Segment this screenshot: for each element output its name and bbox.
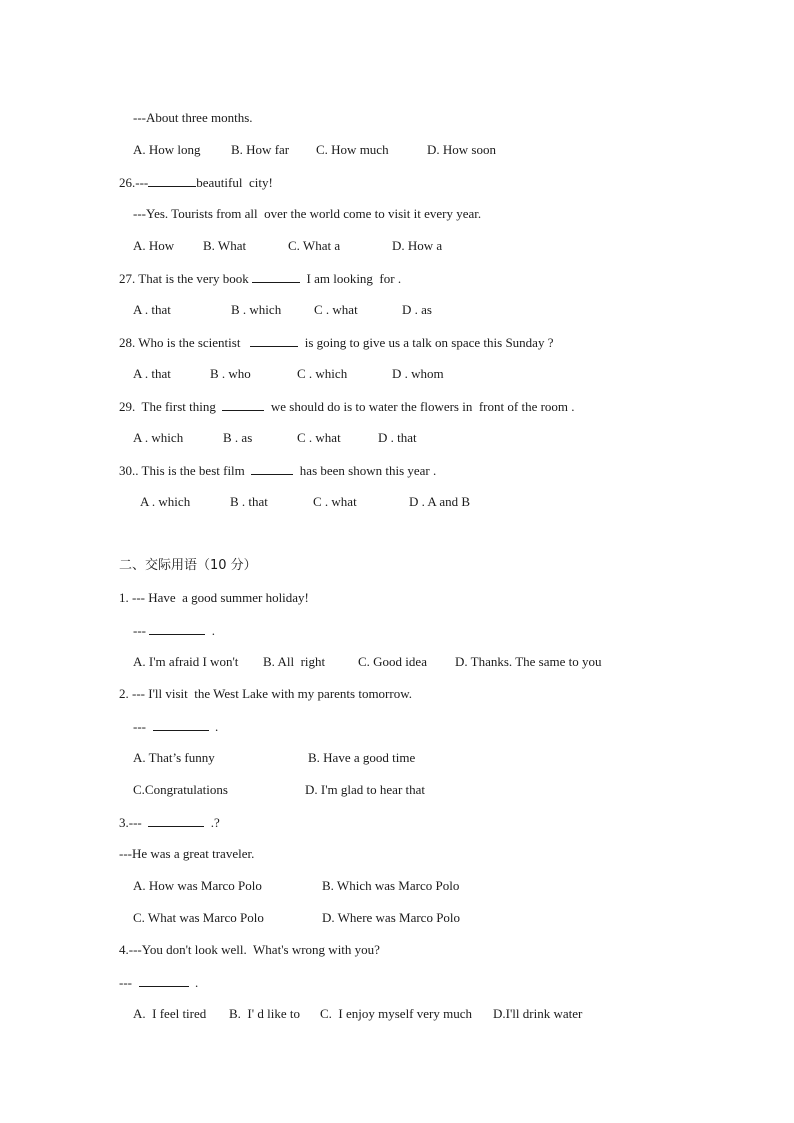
q27-option-a: A . that: [133, 302, 171, 317]
q27-blank: [252, 270, 300, 283]
q26-stem-suffix: beautiful city!: [196, 175, 273, 190]
p2-q2-option-b: B. Have a good time: [308, 750, 416, 765]
q26-option-c: C. What a: [288, 238, 341, 253]
q25-option-d: D. How soon: [427, 142, 496, 157]
q29-stem-prefix: 29. The first thing: [119, 399, 223, 414]
p2-q2-reply-prefix: ---: [133, 719, 153, 734]
q28-stem-prefix: 28. Who is the scientist: [119, 335, 251, 350]
p2-q1-option-d: D. Thanks. The same to you: [455, 654, 602, 669]
q28-option-d: D . whom: [392, 366, 444, 381]
p2-q2-blank: [153, 718, 209, 731]
p2-q4-option-d: D.I'll drink water: [493, 1006, 583, 1021]
p2-q4-reply-suffix: .: [188, 975, 199, 990]
section-heading: 二、交际用语（10 分）: [119, 558, 257, 573]
q30-stem: [119, 462, 436, 479]
q28-option-c: C . which: [297, 366, 348, 381]
q27-option-c: C . what: [314, 302, 358, 317]
q26-stem-prefix: 26.---: [119, 175, 149, 190]
p2-q1-reply-suffix: .: [205, 623, 215, 638]
q29-option-a: A . which: [133, 430, 184, 445]
q28-blank: [250, 334, 298, 347]
p2-q2-option-c: C.Congratulations: [133, 782, 228, 797]
q29-stem-suffix: we should do is to water the flowers in front of the room .: [264, 399, 575, 414]
p2-q3-blank: [148, 814, 204, 827]
q30-stem-prefix: 30.. This is the best film: [119, 463, 252, 478]
q30-blank: [251, 462, 293, 475]
p2-q3-stem: [119, 814, 220, 831]
q29-stem: [119, 398, 575, 415]
q28-option-b: B . who: [210, 366, 251, 381]
q29-blank: [222, 398, 264, 411]
p2-q3-stem-suffix: .?: [204, 815, 220, 830]
q26-blank: [148, 174, 196, 187]
q30-option-b: B . that: [230, 494, 268, 509]
p2-q3-answer: ---He was a great traveler.: [119, 846, 255, 861]
q26-option-b: B. What: [203, 238, 247, 253]
p2-q1-blank: [149, 622, 205, 635]
q27-stem-prefix: 27. That is the very book: [119, 271, 252, 286]
p2-q4-option-b: B. I' d like to: [229, 1006, 300, 1021]
p2-q2-reply-suffix: .: [208, 719, 219, 734]
q30-option-c: C . what: [313, 494, 357, 509]
p2-q2-reply: [133, 718, 218, 735]
q27-stem: [119, 270, 401, 287]
p2-q2-stem: 2. --- I'll visit the West Lake with my parents tomorrow.: [119, 686, 413, 701]
q27-stem-suffix: I am looking for .: [300, 271, 402, 286]
q27-option-b: B . which: [231, 302, 282, 317]
p2-q3-option-c: C. What was Marco Polo: [133, 910, 264, 925]
p2-q2-option-d: D. I'm glad to hear that: [305, 782, 426, 797]
p2-q1-option-a: A. I'm afraid I won't: [133, 654, 239, 669]
p2-q4-stem: 4.---You don't look well. What's wrong with you?: [119, 942, 380, 957]
q29-option-c: C . what: [297, 430, 341, 445]
q27-option-d: D . as: [402, 302, 432, 317]
p2-q3-option-d: D. Where was Marco Polo: [322, 910, 461, 925]
p2-q4-blank: [139, 974, 189, 987]
p2-q1-reply: [133, 622, 215, 639]
q28-stem-suffix: is going to give us a talk on space this Sunday ?: [298, 335, 554, 350]
p2-q1-option-c: C. Good idea: [358, 654, 427, 669]
p2-q3-option-b: B. Which was Marco Polo: [322, 878, 460, 893]
p2-q1-stem: 1. --- Have a good summer holiday!: [119, 590, 309, 605]
p2-q4-option-c: C. I enjoy myself very much: [320, 1006, 472, 1021]
q25-answer: ---About three months.: [133, 110, 253, 125]
q26-option-d: D. How a: [392, 238, 443, 253]
p2-q3-stem-prefix: 3.---: [119, 815, 149, 830]
p2-q4-reply: [119, 974, 198, 991]
q26-stem: [119, 174, 273, 191]
p2-q4-reply-prefix: ---: [119, 975, 139, 990]
q29-option-b: B . as: [223, 430, 253, 445]
q29-option-d: D . that: [378, 430, 417, 445]
q28-option-a: A . that: [133, 366, 171, 381]
q30-option-a: A . which: [140, 494, 191, 509]
p2-q3-option-a: A. How was Marco Polo: [133, 878, 262, 893]
p2-q4-option-a: A. I feel tired: [133, 1006, 207, 1021]
q26-answer: ---Yes. Tourists from all over the world come to visit it every year.: [133, 206, 482, 221]
p2-q1-reply-prefix: ---: [133, 623, 150, 638]
q30-stem-suffix: has been shown this year .: [293, 463, 437, 478]
q26-option-a: A. How: [133, 238, 175, 253]
q28-stem: [119, 334, 553, 351]
p2-q1-option-b: B. All right: [263, 654, 326, 669]
q25-option-b: B. How far: [231, 142, 290, 157]
p2-q2-option-a: A. That’s funny: [133, 750, 215, 765]
q25-option-a: A. How long: [133, 142, 201, 157]
q30-option-d: D . A and B: [409, 494, 471, 509]
q25-option-c: C. How much: [316, 142, 389, 157]
